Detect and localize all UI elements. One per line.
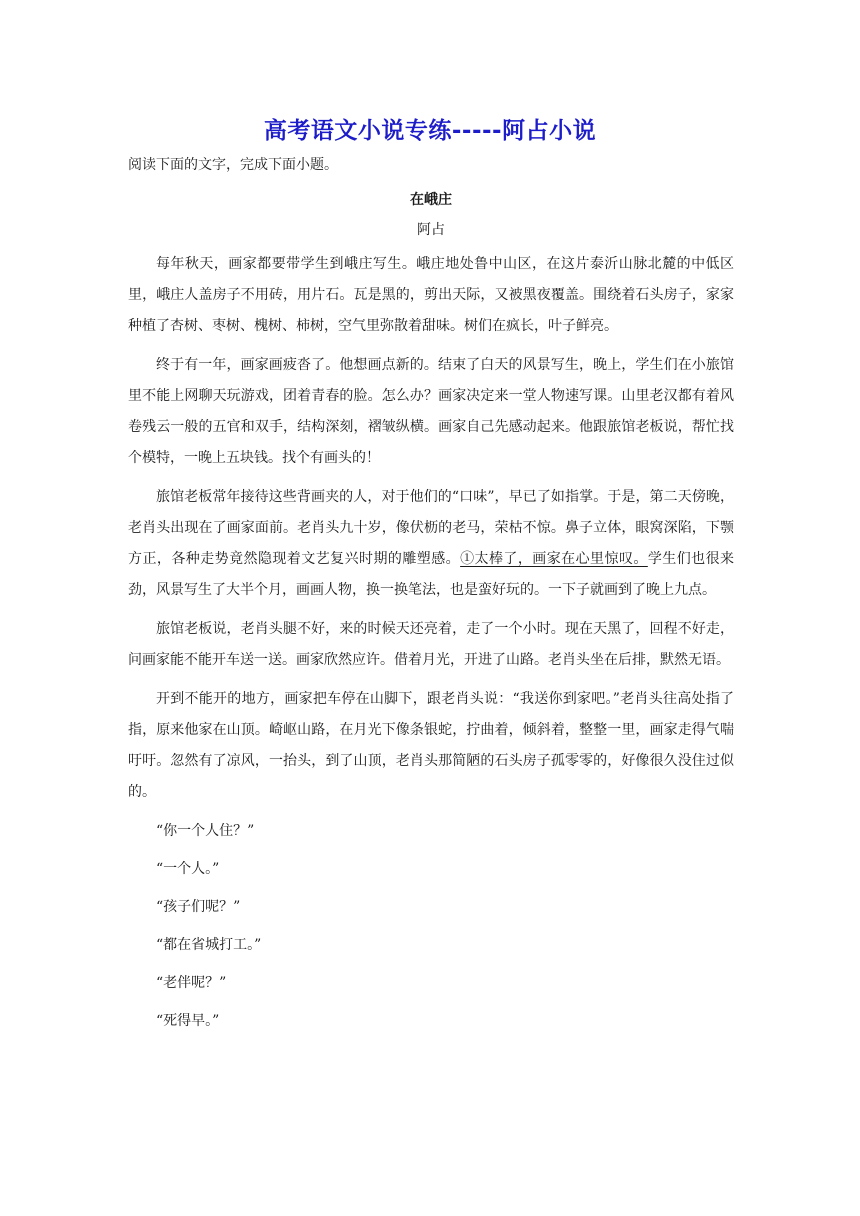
- story-paragraph-with-underline: [128, 482, 734, 606]
- story-paragraph: 旅馆老板说，老肖头腿不好，来的时候天还亮着，走了一个小时。现在天黑了，回程不好走，问画家能不能开车送一送。画家欣然应许。借着月光，开进了山路。老肖头坐在后排，默然无语。: [128, 621, 734, 668]
- dialogue-line: “孩子们呢？”: [156, 899, 241, 915]
- story-paragraph: 开到不能开的地方，画家把车停在山脚下，跟老肖头说：“我送你到家吧。”老肖头往高处指了指，原来他家在山顶。崎岖山路，在月光下像条银蛇，拧曲着，倾斜着，整整一里，画家走得气喘吁吁。忽然有了凉风，一抬头，到了山顶，老肖头那简陋的石头房子孤零零的，好像很久没住过似的。: [128, 691, 734, 800]
- story-paragraph-text: 旅馆老板常年接待这些背画夹的人，对于他们的“口味”，早已了如指掌。于是，第二天傍晚，老肖头出现在了画家面前。老肖头九十岁，像伏枥的老马，荣枯不惊。鼻子立体，眼窝深陷，下颚方正，各种走势竟然隐现着文艺复兴时期的雕塑感。: [128, 489, 734, 567]
- document-body: [128, 153, 734, 1044]
- dialogue-line: “一个人。”: [156, 861, 220, 877]
- instruction-text: 阅读下面的文字，完成下面小题。: [128, 157, 338, 173]
- dialogue-line: “你一个人住？”: [156, 823, 255, 839]
- page-title: 高考语文小说专练-----阿占小说: [263, 118, 597, 144]
- dialogue-line: “死得早。”: [156, 1013, 220, 1029]
- story-paragraph: 终于有一年，画家画疲沓了。他想画点新的。结束了白天的风景写生，晚上，学生们在小旅馆里不能上网聊天玩游戏，团着青春的脸。怎么办？画家决定来一堂人物速写课。山里老汉都有着风卷残云一般的五官和双手，结构深刻，褶皱纵横。画家自己先感动起来。他跟旅馆老板说，帮忙找个模特，一晚上五块钱。找个有画头的！: [128, 357, 734, 466]
- dialogue-line: “老伴呢？”: [156, 975, 227, 991]
- story-author: 阿占: [417, 222, 445, 238]
- dialogue-line: “都在省城打工。”: [156, 937, 262, 953]
- underlined-sentence: ①太棒了，画家在心里惊叹。: [460, 551, 648, 567]
- story-paragraph-text: 学生们也很来劲，风景写生了大半个月，画画人物，换一换笔法，也是蛮好玩的。一下子就画到了晚上九点。: [128, 551, 735, 598]
- story-title: 在峨庄: [410, 192, 452, 208]
- story-paragraph: 每年秋天，画家都要带学生到峨庄写生。峨庄地处鲁中山区，在这片泰沂山脉北麓的中低区里，峨庄人盖房子不用砖，用片石。瓦是黑的，剪出天际，又被黑夜覆盖。围绕着石头房子，家家种植了杏树、枣树、槐树、柿树，空气里弥散着甜味。树们在疯长，叶子鲜亮。: [128, 256, 734, 334]
